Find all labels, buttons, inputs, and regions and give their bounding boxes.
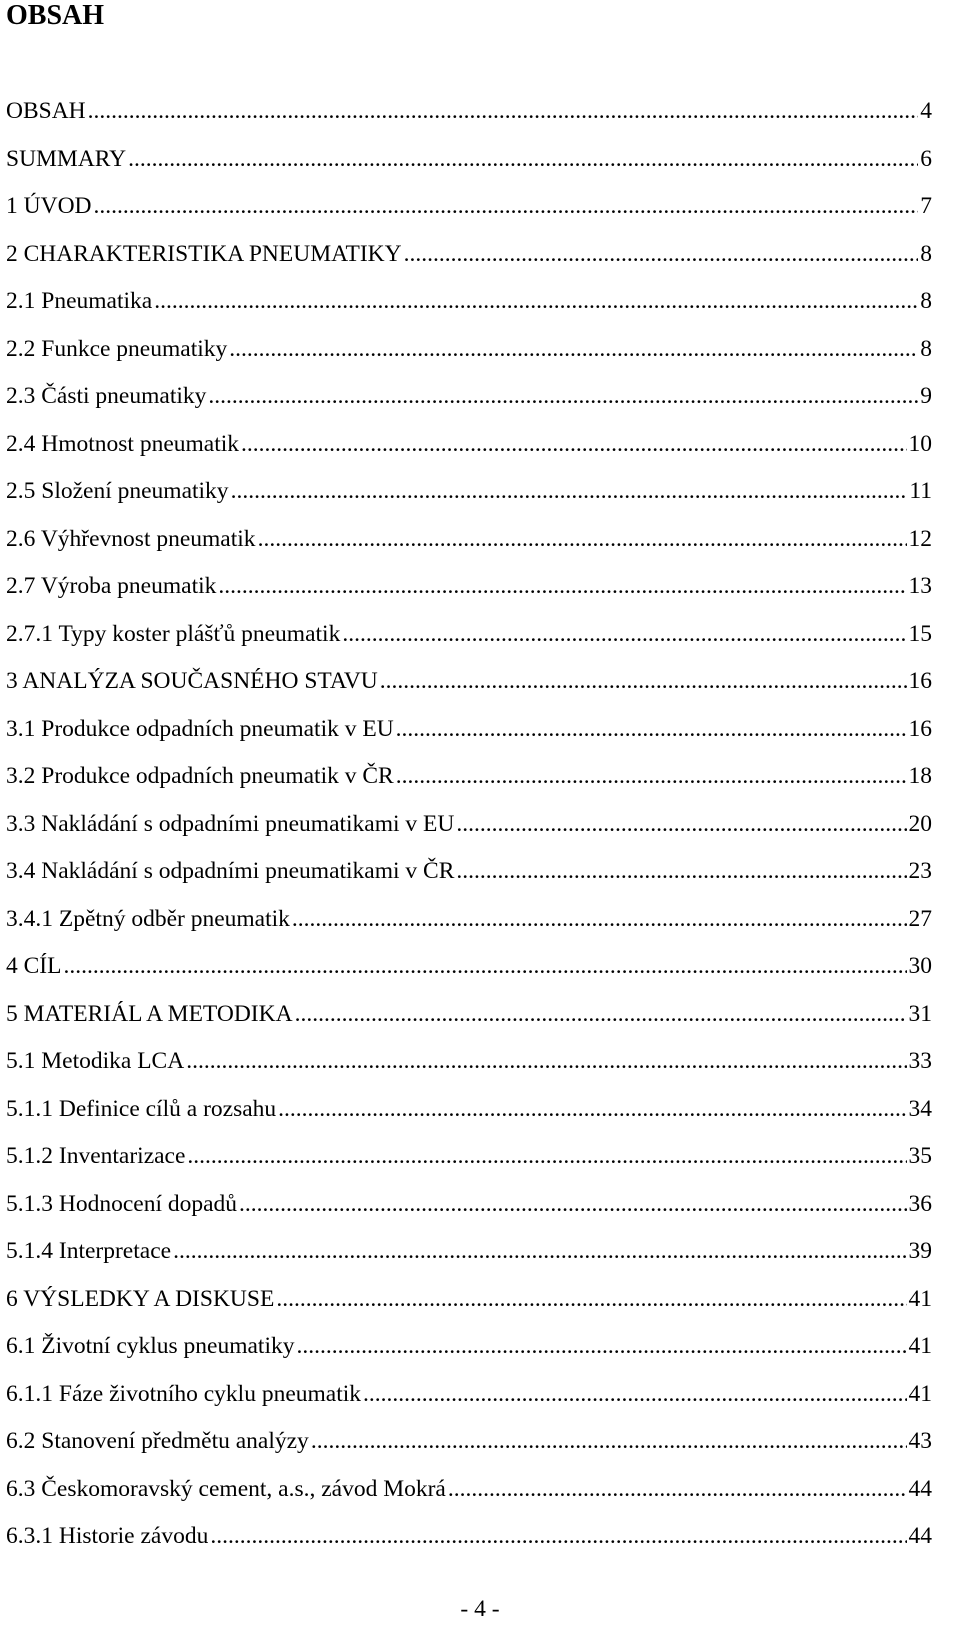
- toc-dot-leader: [173, 1228, 906, 1276]
- toc-dot-leader: [258, 516, 907, 564]
- toc-dot-leader: [239, 1181, 906, 1229]
- toc-entry-page: 31: [908, 1000, 932, 1027]
- toc-dot-leader: [380, 658, 907, 706]
- toc-entry[interactable]: [6, 183, 932, 231]
- toc-dot-leader: [342, 611, 906, 659]
- toc-entry-label: 6.3 Českomoravský cement, a.s., závod Mokrá: [6, 1475, 446, 1502]
- toc-entry-label: 4 CÍL: [6, 953, 62, 979]
- toc-entry[interactable]: [6, 943, 932, 991]
- toc-entry-label: 3.4.1 Zpětný odběr pneumatik: [6, 905, 290, 932]
- toc-entry-page: 30: [908, 953, 932, 979]
- toc-entry-label: 3.4 Nakládání s odpadními pneumatikami v ČR: [6, 858, 455, 884]
- toc-dot-leader: [363, 1371, 906, 1419]
- toc-dot-leader: [63, 943, 906, 991]
- toc-entry-page: 33: [908, 1048, 932, 1074]
- toc-entry-page: 11: [909, 478, 932, 504]
- table-of-contents: [6, 88, 932, 1561]
- toc-dot-leader: [456, 848, 906, 896]
- toc-entry-page: 23: [908, 858, 932, 884]
- toc-entry[interactable]: [6, 801, 932, 849]
- toc-entry-page: 6: [920, 145, 932, 172]
- toc-entry-label: 2.7 Výroba pneumatik: [6, 573, 217, 599]
- toc-entry[interactable]: [6, 421, 932, 469]
- toc-entry-label: 3.2 Produkce odpadních pneumatik v ČR: [6, 763, 394, 789]
- toc-dot-leader: [396, 753, 907, 801]
- toc-entry-label: 2.2 Funkce pneumatiky: [6, 335, 228, 362]
- toc-entry-label: 2.1 Pneumatika: [6, 288, 153, 314]
- toc-entry[interactable]: [6, 1513, 932, 1561]
- toc-entry[interactable]: [6, 373, 932, 421]
- toc-dot-leader: [295, 991, 907, 1039]
- toc-dot-leader: [404, 231, 919, 279]
- toc-dot-leader: [276, 1276, 906, 1324]
- toc-entry[interactable]: [6, 658, 932, 706]
- toc-dot-leader: [396, 706, 907, 754]
- toc-entry[interactable]: [6, 1181, 932, 1229]
- toc-dot-leader: [456, 801, 906, 849]
- toc-entry[interactable]: [6, 468, 932, 516]
- toc-entry-page: 16: [908, 715, 932, 742]
- toc-entry-label: 2.4 Hmotnost pneumatik: [6, 430, 240, 457]
- toc-entry[interactable]: [6, 1133, 932, 1181]
- toc-dot-leader: [208, 373, 918, 421]
- toc-dot-leader: [128, 136, 918, 184]
- toc-dot-leader: [231, 468, 908, 516]
- toc-dot-leader: [154, 278, 918, 326]
- toc-dot-leader: [448, 1466, 907, 1514]
- toc-entry[interactable]: [6, 848, 932, 896]
- toc-entry-page: 43: [908, 1428, 932, 1454]
- toc-heading: OBSAH: [6, 0, 105, 31]
- toc-entry-label: 5.1 Metodika LCA: [6, 1048, 185, 1074]
- toc-entry-label: 1 ÚVOD: [6, 193, 92, 219]
- toc-entry-label: 6.2 Stanovení předmětu analýzy: [6, 1428, 309, 1454]
- toc-entry[interactable]: [6, 753, 932, 801]
- toc-entry[interactable]: [6, 231, 932, 279]
- page-number: - 4 -: [460, 1596, 500, 1622]
- toc-entry[interactable]: [6, 326, 932, 374]
- toc-dot-leader: [292, 896, 907, 944]
- toc-entry[interactable]: [6, 1323, 932, 1371]
- toc-entry-page: 8: [920, 288, 932, 314]
- toc-entry-label: SUMMARY: [6, 145, 127, 172]
- toc-entry[interactable]: [6, 706, 932, 754]
- toc-entry-label: 5.1.2 Inventarizace: [6, 1143, 186, 1169]
- toc-entry-label: 5.1.4 Interpretace: [6, 1238, 172, 1264]
- toc-dot-leader: [218, 563, 906, 611]
- toc-entry[interactable]: [6, 1086, 932, 1134]
- toc-entry-label: 5.1.1 Definice cílů a rozsahu: [6, 1095, 277, 1122]
- toc-entry[interactable]: [6, 1466, 932, 1514]
- toc-entry-page: 8: [920, 335, 932, 362]
- toc-entry-page: 12: [908, 525, 932, 552]
- toc-entry-label: 2.5 Složení pneumatiky: [6, 478, 229, 504]
- toc-entry-label: 2.3 Části pneumatiky: [6, 383, 207, 409]
- toc-entry[interactable]: [6, 88, 932, 136]
- toc-dot-leader: [278, 1086, 906, 1134]
- toc-dot-leader: [210, 1513, 906, 1561]
- toc-entry-page: 41: [908, 1380, 932, 1407]
- toc-entry-label: 6 VÝSLEDKY A DISKUSE: [6, 1285, 275, 1312]
- toc-entry-page: 10: [908, 430, 932, 457]
- toc-entry-page: 35: [908, 1143, 932, 1169]
- toc-dot-leader: [311, 1418, 907, 1466]
- toc-entry[interactable]: [6, 516, 932, 564]
- toc-entry-label: 2.6 Výhřevnost pneumatik: [6, 525, 256, 552]
- toc-dot-leader: [88, 88, 919, 136]
- toc-entry[interactable]: [6, 991, 932, 1039]
- toc-entry-label: 5.1.3 Hodnocení dopadů: [6, 1190, 238, 1217]
- toc-entry-page: 20: [908, 810, 932, 837]
- toc-entry-page: 8: [920, 240, 932, 267]
- toc-entry-page: 4: [920, 98, 932, 124]
- toc-entry[interactable]: [6, 1228, 932, 1276]
- toc-entry[interactable]: [6, 278, 932, 326]
- toc-entry-page: 34: [908, 1095, 932, 1122]
- toc-dot-leader: [297, 1323, 907, 1371]
- toc-entry-page: 41: [908, 1333, 932, 1359]
- toc-dot-leader: [94, 183, 919, 231]
- toc-entry-page: 13: [908, 573, 932, 599]
- toc-entry-page: 44: [908, 1523, 932, 1549]
- toc-entry[interactable]: [6, 1276, 932, 1324]
- toc-entry[interactable]: [6, 896, 932, 944]
- toc-entry-page: 27: [908, 905, 932, 932]
- toc-entry-page: 15: [908, 620, 932, 647]
- toc-entry-page: 41: [908, 1285, 932, 1312]
- toc-entry-label: 3.3 Nakládání s odpadními pneumatikami v EU: [6, 810, 455, 837]
- toc-entry[interactable]: [6, 1418, 932, 1466]
- toc-entry-page: 7: [920, 193, 932, 219]
- toc-entry-label: 5 MATERIÁL A METODIKA: [6, 1000, 293, 1027]
- toc-entry-page: 18: [908, 763, 932, 789]
- toc-entry-page: 44: [908, 1475, 932, 1502]
- toc-dot-leader: [186, 1038, 906, 1086]
- toc-entry-label: OBSAH: [6, 98, 86, 124]
- toc-dot-leader: [229, 326, 918, 374]
- toc-entry-label: 3.1 Produkce odpadních pneumatik v EU: [6, 715, 394, 742]
- toc-entry-label: 2.7.1 Typy koster plášťů pneumatik: [6, 620, 341, 647]
- toc-entry-page: 39: [908, 1238, 932, 1264]
- toc-entry[interactable]: [6, 563, 932, 611]
- toc-entry[interactable]: [6, 611, 932, 659]
- toc-entry-page: 36: [908, 1190, 932, 1217]
- toc-entry-label: 6.1.1 Fáze životního cyklu pneumatik: [6, 1380, 362, 1407]
- toc-entry[interactable]: [6, 136, 932, 184]
- toc-entry-label: 3 ANALÝZA SOUČASNÉHO STAVU: [6, 668, 378, 694]
- toc-entry[interactable]: [6, 1371, 932, 1419]
- toc-dot-leader: [241, 421, 906, 469]
- toc-entry-page: 9: [920, 383, 932, 409]
- toc-entry-label: 2 CHARAKTERISTIKA PNEUMATIKY: [6, 240, 402, 267]
- toc-entry-label: 6.3.1 Historie závodu: [6, 1523, 209, 1549]
- toc-entry-label: 6.1 Životní cyklus pneumatiky: [6, 1333, 295, 1359]
- toc-dot-leader: [187, 1133, 906, 1181]
- toc-entry-page: 16: [908, 668, 932, 694]
- toc-entry[interactable]: [6, 1038, 932, 1086]
